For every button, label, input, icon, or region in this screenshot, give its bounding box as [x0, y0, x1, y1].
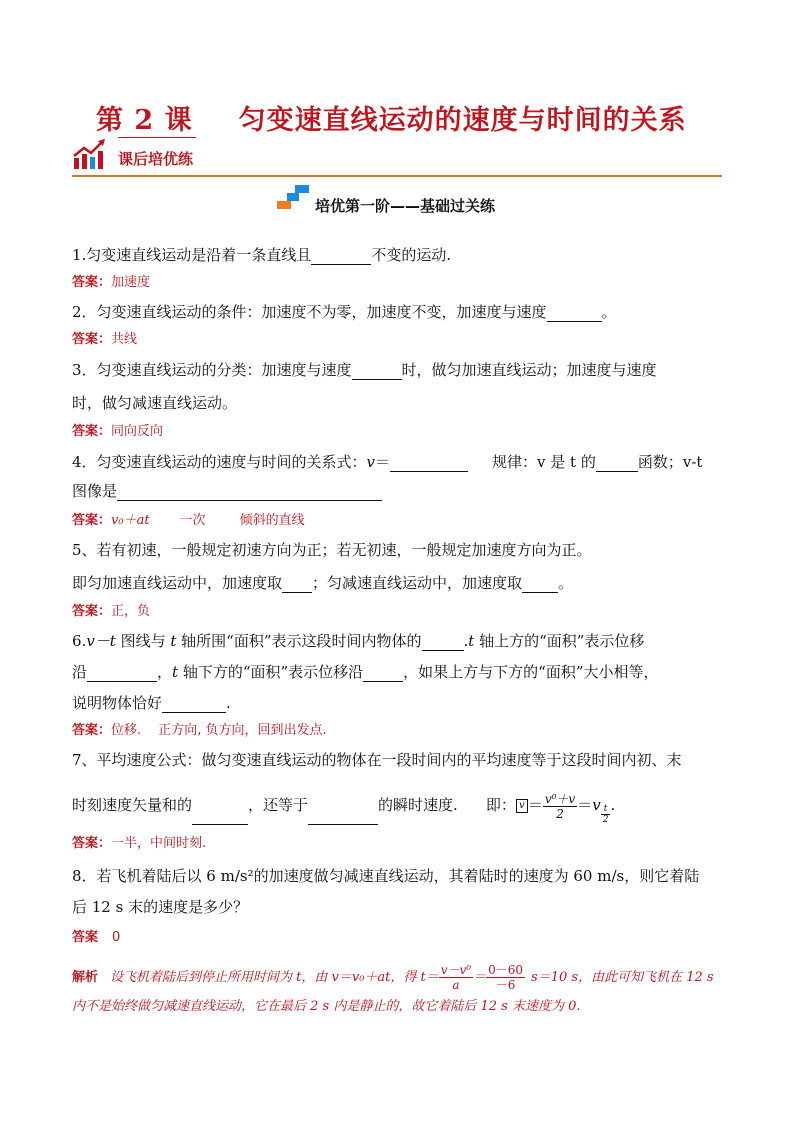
answer-8 — [72, 929, 120, 947]
q6-text-1: 图线与 — [115, 632, 171, 650]
answer-label: 答案： — [72, 275, 112, 290]
q7-blank-2 — [308, 809, 378, 825]
answer-label: 答案： — [72, 424, 112, 439]
solution-text-1: 设飞机着陆后到停止所用时间为 t，由 v＝v₀＋at，得 t＝ — [110, 970, 439, 985]
q5-text-post: 。 — [558, 574, 574, 592]
q7-text-4: 即： — [485, 796, 516, 814]
answer-label: 答案： — [72, 836, 112, 851]
answer-formula: v₀＋at — [111, 513, 150, 528]
chart-arrow-icon — [72, 138, 106, 170]
answer-3 — [72, 423, 163, 441]
solution-text-2: s＝10 s，由此可知飞机在 12 s — [531, 970, 714, 985]
answer-label: 答案 — [72, 930, 99, 945]
solution-line-2: 内不是始终做匀减速直线运动，它在最后 2 s 内是静止的，故它着陆后 12 s 末速度为 0. — [72, 999, 581, 1014]
answer-6 — [72, 722, 327, 740]
q7-text-1: 时刻速度矢量和的 — [72, 796, 193, 814]
q7-blank-1 — [192, 809, 248, 825]
answer-text: 位移. 正方向, 负方向，回到出发点. — [111, 723, 327, 738]
q6-var-t: t — [170, 632, 177, 650]
answer-5 — [72, 603, 150, 621]
q4-var-v: v — [366, 453, 376, 471]
q6-text-7: 轴下方的“面积”表示位移沿 — [178, 663, 364, 681]
question-2 — [72, 302, 617, 322]
q7-subscript-fraction — [601, 804, 611, 825]
q6-text-8: ，如果上方与下方的“面积”大小相等， — [403, 663, 659, 681]
question-7-line-1: 7、平均速度公式：做匀变速直线运动的物体在一段时间内的平均速度等于这段时间内初、末 — [72, 751, 682, 769]
q6-blank-2 — [87, 666, 157, 682]
q4-text-mid: 规律：v 是 t 的 — [492, 453, 596, 471]
question-8-line-2: 后 12 s 末的速度是多少？ — [72, 898, 249, 916]
question-3-line-1 — [72, 360, 657, 380]
q3-blank — [352, 364, 402, 380]
q1-text-post: 不变的运动. — [371, 246, 452, 264]
answer-label: 答案： — [72, 513, 112, 528]
q5-text-mid: ；匀减速直线运动中，加速度取 — [312, 574, 523, 592]
frac2-denominator: －6 — [495, 978, 516, 992]
solution-fraction-1 — [439, 963, 473, 992]
question-5-line-2 — [72, 573, 573, 593]
q4-text-post: 函数；v-t — [637, 453, 703, 471]
q7-frac-denominator: 2 — [556, 806, 564, 821]
q6-blank-1 — [422, 635, 464, 651]
section-label: 课后培优练 — [118, 150, 194, 168]
q5-blank-1 — [282, 577, 312, 593]
solution-equals: ＝ — [473, 970, 487, 985]
answer-text: 加速度 — [111, 275, 151, 290]
answer-text: 共线 — [111, 332, 138, 347]
q1-text-pre: 1.匀变速直线运动是沿着一条直线且 — [72, 246, 312, 264]
q2-blank — [547, 306, 602, 322]
q7-v: v — [592, 796, 601, 814]
q4-blank-3 — [117, 485, 382, 501]
solution-fraction-2 — [486, 963, 525, 992]
question-3-line-2: 时，做匀减速直线运动。 — [72, 394, 238, 412]
question-5-line-1: 5、若有初速，一般规定初速方向为正；若无初速，一般规定加速度方向为正。 — [72, 541, 592, 559]
q7-text-2: ，还等于 — [248, 796, 309, 814]
question-4-line-1 — [72, 452, 702, 472]
stage-label: 培优第一阶——基础过关练 — [315, 197, 496, 215]
q7-fraction — [543, 792, 577, 821]
q5-text-pre: 即匀加速直线运动中，加速度取 — [72, 574, 283, 592]
q2-text-pre: 2．匀变速直线运动的条件：加速度不为零，加速度不变，加速度与速度 — [72, 303, 547, 321]
q6-var-vt: v－t — [86, 632, 116, 650]
q7-equals: ＝ — [527, 796, 543, 814]
answer-text-2: 一次 — [179, 513, 206, 528]
q4-blank-2 — [596, 456, 638, 472]
frac1-denominator: a — [452, 978, 460, 992]
q7-frac-numerator: v⁰＋v — [544, 791, 576, 806]
q2-text-post: 。 — [601, 303, 617, 321]
question-6-line-2 — [72, 662, 659, 682]
q7-text-3: 的瞬时速度. — [378, 796, 458, 814]
answer-text-3: 倾斜的直线 — [239, 513, 305, 528]
answer-text: 正，负 — [111, 604, 151, 619]
lesson-title-text: 匀变速直线运动的速度与时间的关系 — [238, 105, 687, 136]
answer-text: 一半，中间时刻. — [111, 836, 207, 851]
question-7-line-2 — [72, 790, 615, 825]
q6-text-2: 轴所围“面积”表示这段时间内物体的 — [176, 632, 422, 650]
q7-sub-numerator: t — [601, 804, 611, 815]
question-8-line-1: 8．若飞机着陆后以 6 m/s²的加速度做匀减速直线运动，其着陆时的速度为 60 m/s，则它着陆 — [72, 867, 700, 885]
frac1-numerator: v－v⁰ — [440, 963, 472, 977]
q1-blank — [311, 249, 371, 265]
lesson-title — [96, 98, 687, 137]
q4-text-pre: 4．匀变速直线运动的速度与时间的关系式： — [72, 453, 367, 471]
solution-label: 解析 — [72, 970, 99, 985]
q4-blank-1 — [390, 456, 468, 472]
answer-label: 答案： — [72, 332, 112, 347]
q6-text-6: ， — [157, 663, 173, 681]
q4-equals: ＝ — [375, 453, 391, 471]
q6-number: 6. — [72, 632, 87, 650]
question-6-line-3 — [72, 693, 231, 713]
q6-text-4: 轴上方的“面积”表示位移 — [474, 632, 645, 650]
q3-text-pre: 3．匀变速直线运动的分类：加速度与速度 — [72, 361, 352, 379]
q7-sub-denominator: 2 — [602, 815, 609, 825]
q5-blank-2 — [522, 577, 558, 593]
q6-var-t-2: t — [468, 632, 475, 650]
frac2-numerator: 0－60 — [488, 963, 524, 977]
answer-2 — [72, 331, 137, 349]
q3-text-post: 时，做匀加速直线运动；加速度与速度 — [401, 361, 657, 379]
q6-blank-3 — [363, 666, 403, 682]
answer-7 — [72, 835, 206, 853]
solution-line-1 — [72, 962, 714, 994]
question-6-line-1 — [72, 631, 644, 651]
q6-text-10: . — [226, 694, 231, 712]
title-underline — [118, 137, 196, 138]
answer-label: 答案： — [72, 604, 112, 619]
question-4-line-2 — [72, 481, 382, 501]
answer-text: 0 — [112, 930, 121, 945]
q6-text-5: 沿 — [72, 663, 88, 681]
answer-4 — [72, 512, 305, 530]
question-1 — [72, 245, 451, 265]
q7-equals-2: ＝ — [577, 796, 593, 814]
q7-period: . — [610, 796, 616, 814]
answer-1 — [72, 274, 150, 292]
q4-line2-text: 图像是 — [72, 482, 118, 500]
q7-average-v: v — [516, 799, 528, 813]
q6-var-t-3: t — [172, 663, 179, 681]
q6-text-9: 说明物体恰好 — [72, 694, 163, 712]
header-rule — [72, 175, 722, 177]
stair-blocks-icon — [275, 183, 311, 211]
answer-label: 答案： — [72, 723, 112, 738]
lesson-number: 第 2 课 — [96, 105, 193, 136]
q6-text-3: . — [463, 632, 469, 650]
answer-text: 同向反向 — [111, 424, 164, 439]
q6-blank-4 — [162, 697, 226, 713]
